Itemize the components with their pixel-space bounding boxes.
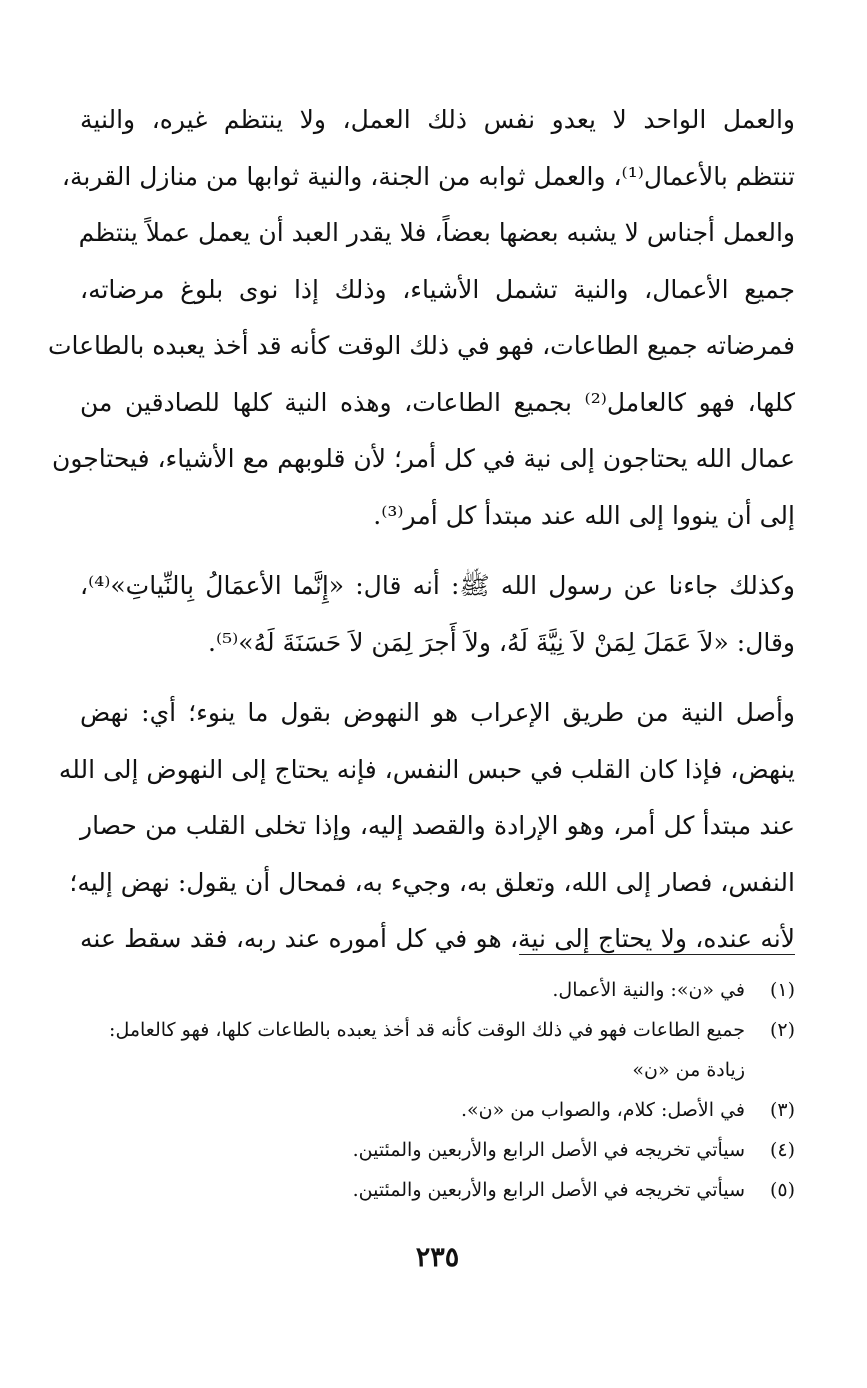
body-paragraph-1 [47,92,795,544]
footnote-item [80,1010,795,1090]
text-line: وقال: «لاَ عَمَلَ لِمَنْ لاَ نِيَّةَ لَهُ، ولاَ أَجرَ لِمَن لاَ حَسَنَةَ لَهُ»⁽⁵⁾. [208,627,795,657]
footnote-divider [519,954,795,955]
footnote-item [80,1130,795,1170]
footnotes-list [80,970,795,1210]
text-line: فمرضاته جميع الطاعات، فهو في ذلك الوقت كأنه قد أخذ يعبده بالطاعات [47,331,795,360]
text-line: كلها، فهو كالعامل⁽²⁾ بجميع الطاعات، وهذه النية كلها للصادقين من [80,387,795,417]
footnote-text: سيأتي تخريجه في الأصل الرابع والأربعين والمئتين. [352,1179,745,1201]
footnote-text: جميع الطاعات فهو في ذلك الوقت كأنه قد أخذ يعبده بالطاعات كلها، فهو كالعامل: زيادة من «ن» [109,1019,745,1081]
footnote-item [80,1090,795,1130]
footnote-number: (١) [769,979,795,1001]
footnote-text: في الأصل: كلام، والصواب من «ن». [460,1099,745,1121]
body-paragraph-2 [80,558,795,671]
text-line: عمال الله يحتاجون إلى نية في كل أمر؛ لأن قلوبهم مع الأشياء، فيحتاجون [52,444,795,473]
text-line: لأنه عنده، ولا يحتاج إلى نية، هو في كل أموره عند ربه، فقد سقط عنه [80,924,795,953]
footnote-number: (٥) [769,1179,795,1201]
body-paragraph-3 [58,685,795,968]
footnote-number: (٢) [769,1019,795,1041]
page-number: ٢٣٥ [415,1242,460,1273]
text-line: وكذلك جاءنا عن رسول الله ﷺ: أنه قال: «إِنَّما الأعمَالُ بِالنِّياتِ»⁽⁴⁾، [80,571,795,600]
text-line: عند مبتدأ كل أمر، وهو الإرادة والقصد إليه، وإذا تخلى القلب من حصار [80,811,795,840]
text-line: النفس، فصار إلى الله، وتعلق به، وجيء به، فمحال أن يقول: نهض إليه؛ [69,867,795,897]
footnote-text: في «ن»: والنية الأعمال. [552,979,745,1001]
text-line: إلى أن ينووا إلى الله عند مبتدأ كل أمر⁽³⁾. [373,500,795,530]
footnote-text: سيأتي تخريجه في الأصل الرابع والأربعين والمئتين. [352,1139,745,1161]
text-line: والعمل أجناس لا يشبه بعضها بعضاً، فلا يقدر العبد أن يعمل عملاً ينتظم [78,218,795,247]
footnote-number: (٣) [769,1099,795,1121]
text-line: تنتظم بالأعمال⁽¹⁾، والعمل ثوابه من الجنة، والنية ثوابها من منازل القربة، [61,161,795,191]
footnote-item [80,1170,795,1210]
footnote-number: (٤) [769,1139,795,1161]
page-body [47,92,795,1388]
text-line: جميع الأعمال، والنية تشمل الأشياء، وذلك إذا نوى بلوغ مرضاته، [80,274,795,304]
text-line: والعمل الواحد لا يعدو نفس ذلك العمل، ولا ينتظم غيره، والنية [80,105,795,134]
text-line: وأصل النية من طريق الإعراب هو النهوض بقول ما ينوء؛ أي: نهض [80,698,795,727]
footnote-item [80,970,795,1010]
text-line: ينهض، فإذا كان القلب في حبس النفس، فإنه يحتاج إلى النهوض إلى الله [58,754,795,784]
